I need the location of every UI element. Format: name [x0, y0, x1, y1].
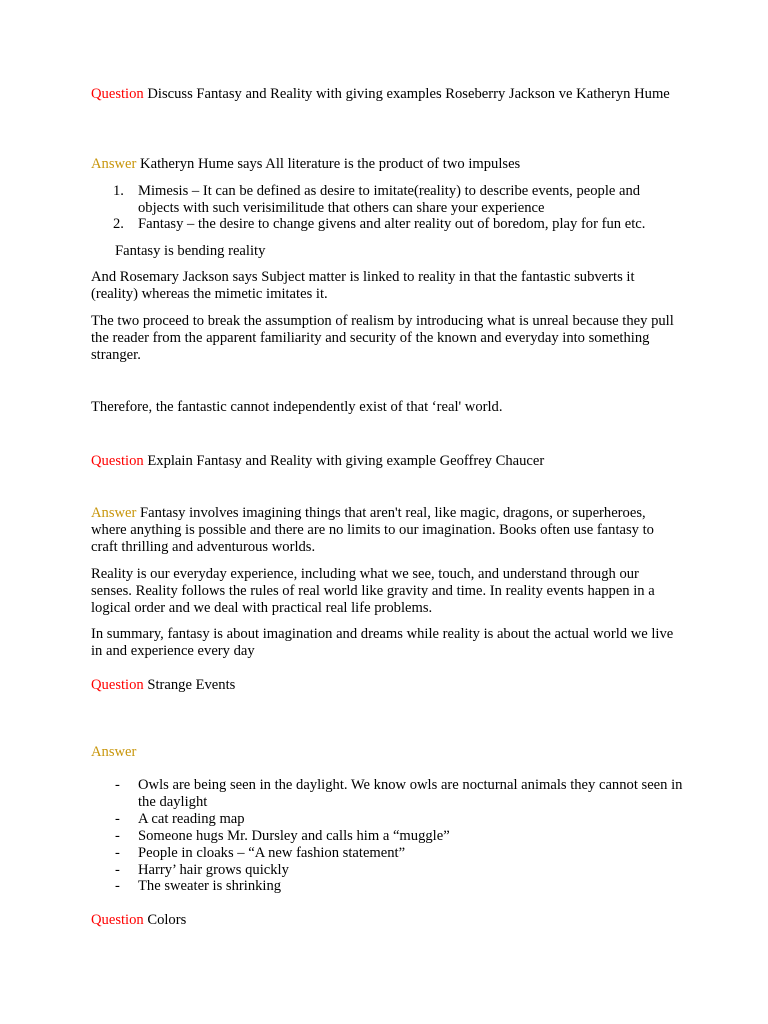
- answer-label: Answer: [91, 156, 137, 172]
- paragraph-summary: In summary, fantasy is about imagination and dreams while reality is about the actual world we live in and experience every day: [91, 626, 674, 659]
- dash-list-item: [115, 828, 685, 845]
- answer-text: Fantasy involves imagining things that aren't real, like magic, dragons, or superheroes, where anything is possible and there are no limits to our imagination. Books often use fantasy to craft thrilling and adventurous worlds.: [91, 505, 654, 555]
- dash-list-item: [115, 777, 685, 811]
- list-item-text: A cat reading map: [138, 811, 245, 827]
- list-item-text: Someone hugs Mr. Dursley and calls him a “muggle”: [138, 828, 450, 844]
- list-item-text: Fantasy – the desire to change givens and alter reality out of boredom, play for fun etc.: [138, 216, 646, 232]
- list-item-text: People in cloaks – “A new fashion statement”: [138, 845, 406, 861]
- paragraph-jackson: And Rosemary Jackson says Subject matter is linked to reality in that the fantastic subverts it (reality) whereas the mimetic imitates it.: [91, 269, 635, 302]
- list-item-text: Harry’ hair grows quickly: [138, 862, 289, 878]
- dash-list-item: [115, 878, 685, 895]
- answer-1-intro: [91, 156, 681, 173]
- list-number: 1.: [113, 183, 124, 199]
- answer-2-intro: [91, 505, 681, 556]
- question-text: Colors: [143, 912, 187, 928]
- question-1: [91, 86, 681, 103]
- list-item-text: Mimesis – It can be defined as desire to imitate(reality) to describe events, people and objects with such verisimilitude that others can share your experience: [138, 183, 641, 216]
- question-label: Question: [91, 86, 144, 102]
- list-dash: -: [115, 878, 120, 894]
- question-label: Question: [91, 453, 144, 469]
- paragraph-conclusion: Therefore, the fantastic cannot independently exist of that ‘real' world.: [91, 399, 503, 415]
- dash-list-item: [115, 811, 685, 828]
- list-item-text: The sweater is shrinking: [138, 878, 282, 894]
- numbered-list-item: [113, 183, 683, 217]
- answer-text: Katheryn Hume says All literature is the product of two impulses: [136, 156, 521, 172]
- dash-list-item: [115, 862, 685, 879]
- list-number: 2.: [113, 216, 124, 232]
- question-label: Question: [91, 912, 144, 928]
- list-item-text: Owls are being seen in the daylight. We know owls are nocturnal animals they cannot seen in the daylight: [138, 777, 683, 810]
- question-3: [91, 677, 681, 694]
- question-label: Question: [91, 677, 144, 693]
- dash-list-item: [115, 845, 685, 862]
- question-text: Strange Events: [143, 677, 236, 693]
- paragraph-realism: The two proceed to break the assumption of realism by introducing what is unreal because they pull the reader from the apparent familiarity and security of the known and everyday into something stranger.: [91, 313, 674, 363]
- list-dash: -: [115, 845, 120, 861]
- answer-3-label: [91, 744, 681, 761]
- list-dash: -: [115, 828, 120, 844]
- question-2: [91, 453, 681, 470]
- indented-line: Fantasy is bending reality: [115, 243, 266, 259]
- question-text: Explain Fantasy and Reality with giving example Geoffrey Chaucer: [143, 453, 545, 469]
- numbered-list-item: [113, 216, 683, 233]
- list-dash: -: [115, 862, 120, 878]
- question-text: Discuss Fantasy and Reality with giving examples Roseberry Jackson ve Katheryn Hume: [143, 86, 670, 102]
- list-dash: -: [115, 777, 120, 793]
- list-dash: -: [115, 811, 120, 827]
- answer-label: Answer: [91, 505, 137, 521]
- paragraph-reality: Reality is our everyday experience, including what we see, touch, and understand through our senses. Reality follows the rules of real world like gravity and time. In reality events happen in a logical order and we deal with practical real life problems.: [91, 566, 655, 616]
- answer-label: Answer: [91, 744, 137, 760]
- question-4: [91, 912, 681, 929]
